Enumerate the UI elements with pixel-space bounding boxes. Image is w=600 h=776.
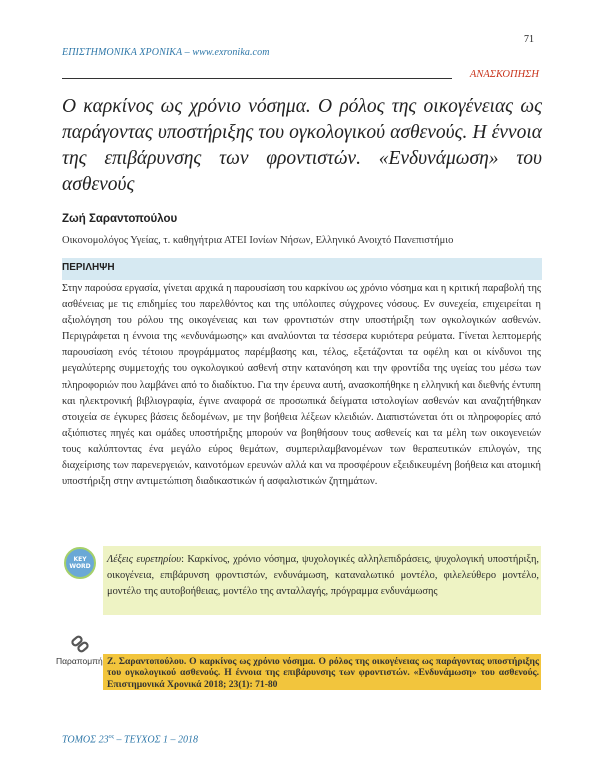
citation-text: Ζ. Σαραντοπούλου. Ο καρκίνος ως χρόνιο νόσημα. Ο ρόλος της οικογένειας ως παράγοντας υποστήριξης του ογκολογικού ασθενούς. Η έννοια της επιβάρυνσης των φροντιστών. «Ενδυνάμωση» του ασθενούς. Επιστημονικά Χρονικά 2018; 23(1): 71-80 [107, 656, 539, 690]
footer-superscript: ος [108, 734, 115, 740]
footer-volume-issue [62, 734, 198, 745]
abstract-body: Στην παρούσα εργασία, γίνεται αρχικά η παρουσίαση του καρκίνου ως χρόνιο νόσημα και η κριτική παραβολή της ασθένειας με τις επιδημίες του παρελθόντος και της υπόλοιπες σύγχρονες νόσους. Εν συνεχεία, επιχειρείται η αξιολόγηση του ρόλου της οικογένειας και των φροντιστών στην υποστήριξη των ογκολογικών ασθενών. Περιγράφεται η έννοια της «ενδυνάμωσης» και αναλύονται τα τέσσερα κυριότερα ρεύματα. Γίνεται λεπτομερής παρουσίαση ενός τέτοιου προγράμματος παρέμβασης και, τέλος, εξετάζονται τα οφέλη και οι κίνδυνοι της μεγαλύτερης συμμετοχής του ογκολογικού ασθενή στην κατανόηση και την φροντίδα της υγείας του μέσω των πληροφοριών που λαμβάνει από το διαδίκτυο. Για την έρευνα αυτή, ανασκοπήθηκε η ελληνική και διεθνής έντυπη και ηλεκτρονική βιβλιογραφία, έγινε αναφορά σε προσωπικά δείγματα ιστολογίων ασθενών και αναζητήθηκαν στοιχεία σε έγκυρες βάσεις δεδομένων, με την βοήθεια λέξεων κλειδιών. Διαπιστώνεται ότι οι πληροφορίες από αξιόπιστες πηγές και ομάδες υποστήριξης μπορούν να βοηθήσουν τους ασθενείς και τα μέλη των οικογενειών τους καλύπτοντας ένα μεγάλο εύρος θεμάτων, συμπεριλαμβανομένων των θεραπευτικών επιλογών, της διαχείρισης των παρενεργειών, καινοτόμων ερευνών αλλά και να προσφέρουν εξειδικευμένη βοήθεια και ατομική υποστήριξη στην αντιμετώπιση διαδικαστικών ή ασφαλιστικών ζητημάτων. [62, 283, 541, 488]
article-title: Ο καρκίνος ως χρόνιο νόσημα. Ο ρόλος της οικογένειας ως παράγοντας υποστήριξης του ογκολογικού ασθενούς. Η έννοια της επιβάρυνσης των φροντιστών. «Ενδυνάμωση» του ασθενούς [62, 96, 542, 195]
footer-prefix: ΤΟΜΟΣ 23 [62, 734, 109, 746]
journal-header: ΕΠΙΣΤΗΜΟΝΙΚΑ ΧΡΟΝΙΚΑ – www.exronika.com [62, 47, 270, 58]
keywords-icon-text: KEY WORD [69, 556, 91, 570]
keywords-text [107, 552, 539, 600]
keywords-colon: : [181, 554, 188, 565]
author-name: Ζωή Σαραντοπούλου [62, 213, 178, 225]
citation-icon-label: Παραπομπή [56, 656, 103, 666]
keywords-key-icon [64, 547, 96, 579]
section-label: ΑΝΑΣΚΟΠΗΣΗ [469, 69, 539, 80]
abstract-heading: ΠΕΡΙΛΗΨΗ [62, 262, 115, 273]
page-number: 71 [524, 34, 534, 45]
header-rule [62, 78, 452, 79]
keywords-list: Καρκίνος, χρόνιο νόσημα, ψυχολογικές αλληλεπιδράσεις, ψυχολογική υποστήριξη, οικογένεια, επιβάρυνση φροντιστών, ενδυνάμωση, καταναλωτικό μοντέλο, φιλελεύθερο μοντέλο, μοντέλο της αυτοβοήθειας, μοντέλο της ανταλλαγής, πρόγραμμα ενδυνάμωσης [107, 554, 539, 597]
abstract-heading-bar [62, 258, 542, 280]
keywords-label: Λέξεις ευρετηρίου [107, 554, 182, 565]
footer-suffix: – ΤΕΥΧΟΣ 1 – 2018 [114, 734, 199, 746]
link-chain-icon [63, 635, 97, 655]
author-affiliation: Οικονομολόγος Υγείας, τ. καθηγήτρια ΑΤΕΙ Ιονίων Νήσων, Ελληνικό Ανοιχτό Πανεπιστήμιο [62, 235, 454, 246]
